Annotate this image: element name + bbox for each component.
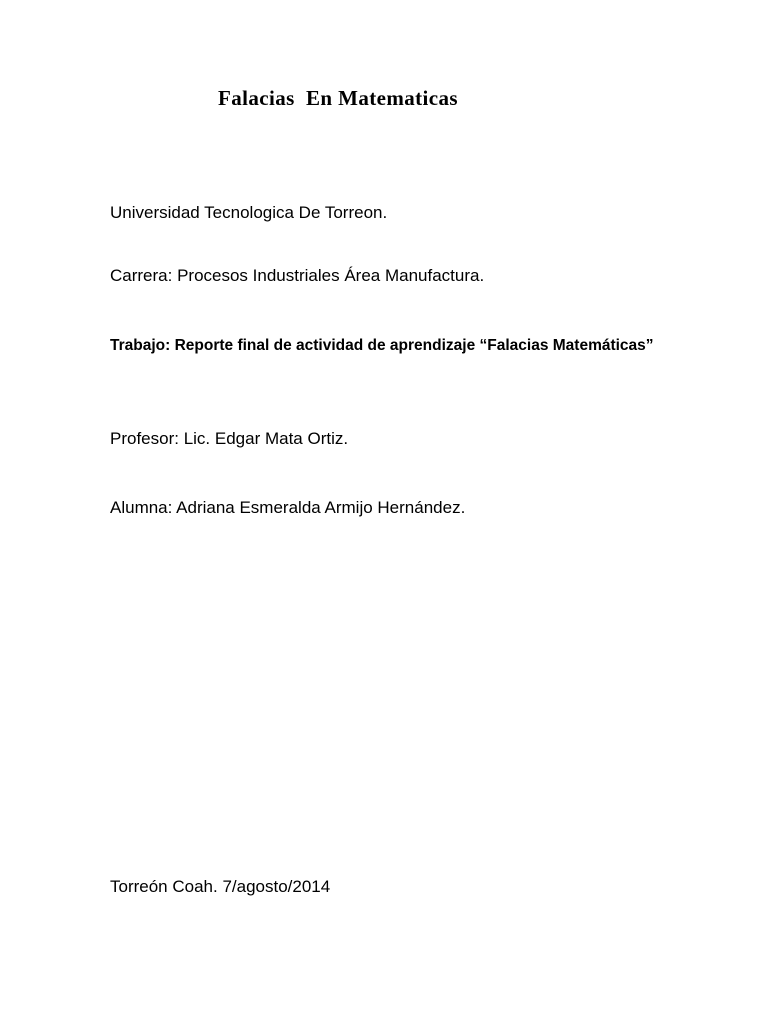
work-line: Trabajo: Reporte final de actividad de aprendizaje “Falacias Matemáticas” [110, 337, 654, 354]
university-line: Universidad Tecnologica De Torreon. [110, 203, 388, 222]
career-line: Carrera: Procesos Industriales Área Manufactura. [110, 266, 485, 285]
professor-line: Profesor: Lic. Edgar Mata Ortiz. [110, 429, 349, 448]
document-title: Falacias En Matematicas [218, 86, 458, 110]
place-date-line: Torreón Coah. 7/agosto/2014 [110, 877, 331, 896]
student-line: Alumna: Adriana Esmeralda Armijo Hernández. [110, 498, 466, 517]
